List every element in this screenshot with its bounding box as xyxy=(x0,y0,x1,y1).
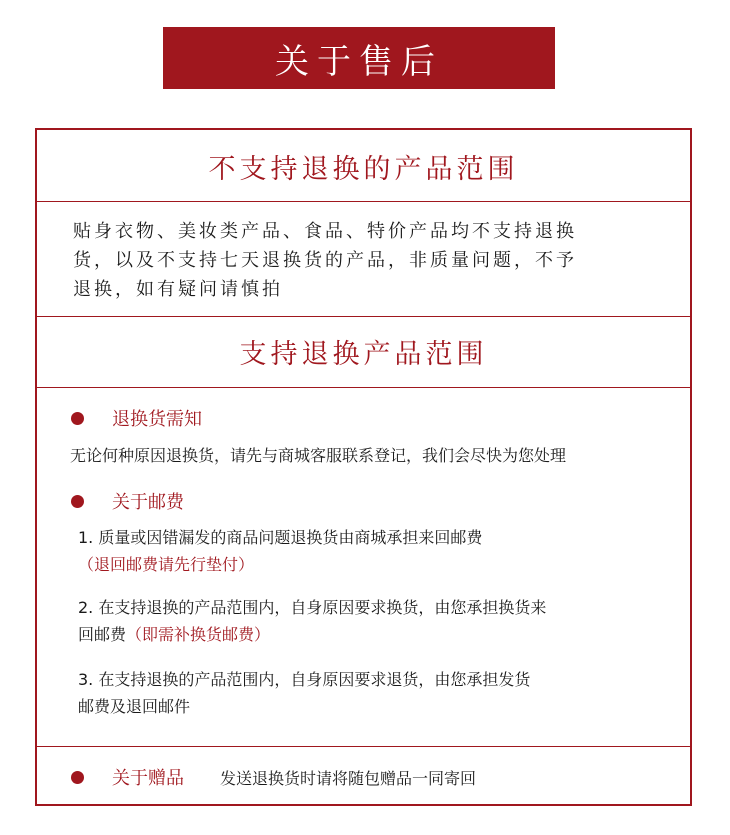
postage-item-1 xyxy=(78,524,482,578)
bullet-dot-icon xyxy=(71,412,84,425)
postage-item-3-text: 3. 在支持退换的产品范围内，自身原因要求退货，由您承担发货 xyxy=(78,670,531,689)
divider xyxy=(37,201,690,202)
postage-bullet xyxy=(71,488,184,514)
bullet-dot-icon xyxy=(71,771,84,784)
gift-bullet xyxy=(71,764,476,790)
no-return-text xyxy=(73,217,577,304)
postage-item-2 xyxy=(78,594,546,648)
divider xyxy=(37,316,690,317)
return-notice-text: 无论何种原因退换货，请先与商城客服联系登记，我们会尽快为您处理 xyxy=(70,446,567,465)
no-return-line-1: 贴身衣物、美妆类产品、食品、特价产品均不支持退换 xyxy=(73,221,577,242)
divider xyxy=(37,387,690,388)
postage-item-2-text: 2. 在支持退换的产品范围内，自身原因要求换货，由您承担换货来 xyxy=(78,598,547,617)
no-return-heading: 不支持退换的产品范围 xyxy=(208,154,519,185)
postage-item-2-note: （即需补换货邮费） xyxy=(126,625,271,644)
return-notice-bullet xyxy=(71,405,202,431)
gift-label: 关于赠品 xyxy=(112,768,184,789)
postage-label: 关于邮费 xyxy=(112,492,184,513)
postage-item-3 xyxy=(78,666,530,720)
gift-text: 发送退换货时请将随包赠品一同寄回 xyxy=(220,768,477,788)
support-return-heading: 支持退换产品范围 xyxy=(239,339,488,370)
bullet-dot-icon xyxy=(71,495,84,508)
no-return-line-3: 退换，如有疑问请慎拍 xyxy=(73,279,283,300)
postage-item-2-text-cont: 回邮费 xyxy=(78,625,127,644)
postage-item-3-text-cont: 邮费及退回邮件 xyxy=(78,697,191,716)
return-notice-label: 退换货需知 xyxy=(112,409,202,430)
after-sales-frame xyxy=(35,128,692,806)
postage-item-1-note: （退回邮费请先行垫付） xyxy=(78,555,255,574)
postage-item-1-text: 1. 质量或因错漏发的商品问题退换货由商城承担来回邮费 xyxy=(78,528,483,547)
no-return-line-2: 货，以及不支持七天退换货的产品，非质量问题，不予 xyxy=(73,250,577,271)
page-title: 关于售后 xyxy=(163,27,555,89)
divider xyxy=(37,746,690,747)
